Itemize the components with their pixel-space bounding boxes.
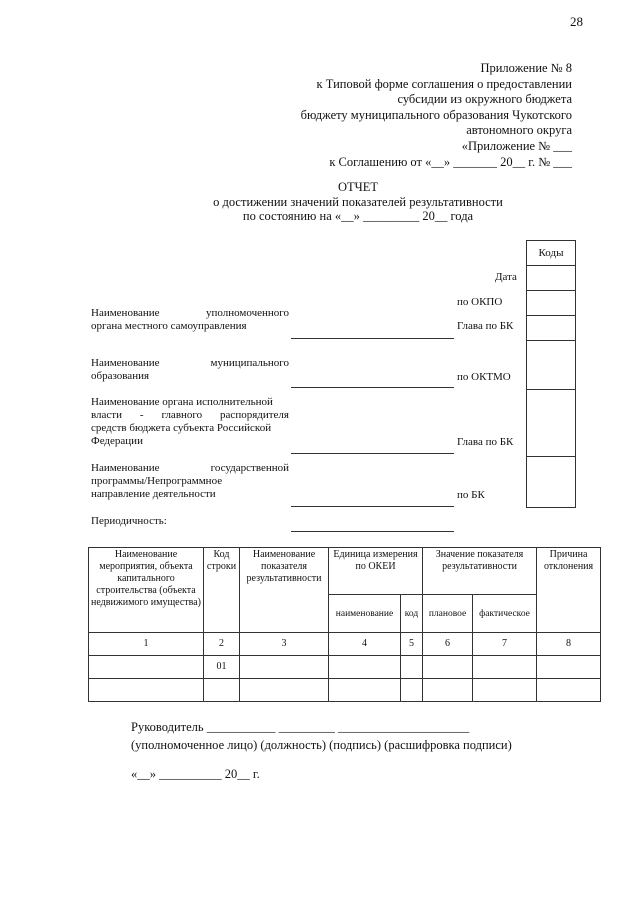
appendix-line: субсидии из окружного бюджета (397, 92, 572, 107)
header-name: Наименование мероприятия, объекта капитального строительства (объекта недвижимого имущества) (89, 548, 204, 633)
col-number: 7 (473, 633, 537, 656)
appendix-line: автономного округа (466, 123, 572, 138)
title-line: ОТЧЕТ (337, 180, 379, 194)
table-cell[interactable] (89, 656, 204, 679)
table-cell[interactable] (240, 656, 329, 679)
codes-header: Коды (527, 241, 576, 266)
appendix-header (242, 61, 572, 170)
code-cell-okpo (527, 291, 576, 316)
header-value: Значение показателя результативности (423, 548, 537, 595)
table-cell[interactable] (240, 679, 329, 702)
label-oktmo: по ОКТМО (457, 371, 511, 383)
header-unit-code: код (401, 595, 423, 633)
header-code: Код строки (204, 548, 240, 633)
appendix-line: бюджету муниципального образования Чукотского (300, 107, 572, 122)
code-cell-glava2 (527, 390, 576, 457)
table-cell[interactable] (401, 679, 423, 702)
table-cell[interactable] (537, 679, 601, 702)
table-cell[interactable] (401, 656, 423, 679)
header-unit-name: наименование (329, 595, 401, 633)
field-mo-line[interactable] (291, 387, 454, 388)
col-number: 8 (537, 633, 601, 656)
signature-caption: (уполномоченное лицо) (должность) (подпись) (расшифровка подписи) (131, 738, 512, 752)
field-program-line[interactable] (291, 506, 454, 507)
label-glava-bk: Глава по БК (457, 320, 514, 332)
header-reason: Причина отклонения (537, 548, 601, 633)
table-row (89, 656, 601, 679)
codes-table (526, 240, 576, 508)
col-number: 5 (401, 633, 423, 656)
page-number: 28 (570, 14, 583, 29)
label-date: Дата (495, 271, 517, 283)
col-number: 4 (329, 633, 401, 656)
table-cell[interactable] (473, 656, 537, 679)
title-line: по состоянию на «__» _________ 20__ года (242, 209, 474, 223)
field-grbs-line[interactable] (291, 453, 454, 454)
appendix-line: к Типовой форме соглашения о предоставлении (316, 76, 572, 91)
header-planned: плановое (423, 595, 473, 633)
code-cell-oktmo (527, 341, 576, 390)
results-table (88, 547, 601, 702)
field-mo-label: Наименование муниципального образования (91, 357, 289, 382)
label-glava-bk: Глава по БК (457, 436, 514, 448)
signature-date: «__» __________ 20__ г. (131, 767, 260, 781)
table-cell: 01 (204, 656, 240, 679)
col-number: 3 (240, 633, 329, 656)
header-unit: Единица измерения по ОКЕИ (329, 548, 423, 595)
label-po-bk: по БК (457, 489, 485, 501)
table-row (89, 679, 601, 702)
field-periodicity-line[interactable] (291, 531, 454, 532)
table-cell[interactable] (423, 656, 473, 679)
field-grbs-label: Наименование органа исполнительной власти - главного распорядителя средств бюджета субъекта Российской Федерации (91, 396, 289, 447)
code-cell-bk (527, 457, 576, 508)
code-cell-glava (527, 316, 576, 341)
title-line: о достижении значений показателей результативности (213, 194, 503, 209)
table-cell[interactable] (329, 656, 401, 679)
label-okpo: по ОКПО (457, 296, 503, 308)
signature-line: Руководитель ___________ _________ _____________________ (131, 720, 470, 734)
appendix-line: «Приложение № ___ (461, 138, 572, 153)
table-cell[interactable] (329, 679, 401, 702)
col-number: 2 (204, 633, 240, 656)
header-indicator: Наименование показателя результативности (240, 548, 329, 633)
header-actual: фактическое (473, 595, 537, 633)
col-number: 1 (89, 633, 204, 656)
appendix-line: к Соглашению от «__» _______ 20__ г. № ___ (329, 154, 572, 169)
field-organ-line[interactable] (291, 338, 454, 339)
field-periodicity-label: Периодичность: (91, 515, 167, 527)
table-cell[interactable] (89, 679, 204, 702)
field-organ-label: Наименование уполномоченного органа местного самоуправления (91, 307, 289, 332)
report-title (0, 180, 640, 224)
table-row (89, 633, 601, 656)
table-cell[interactable] (204, 679, 240, 702)
appendix-line: Приложение № 8 (480, 61, 572, 75)
table-cell[interactable] (473, 679, 537, 702)
table-cell[interactable] (537, 656, 601, 679)
table-cell[interactable] (423, 679, 473, 702)
field-program-label: Наименование государственной программы/Непрограммное направление деятельности (91, 462, 289, 500)
code-cell-date (527, 266, 576, 291)
col-number: 6 (423, 633, 473, 656)
